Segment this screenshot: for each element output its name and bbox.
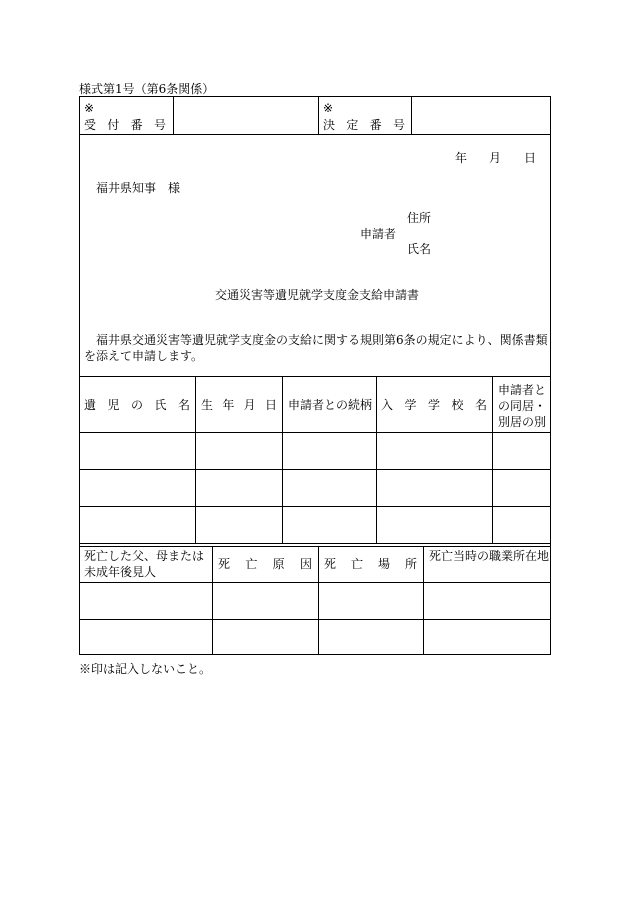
occupation-location-cell[interactable]: [425, 585, 549, 617]
birth-date-cell[interactable]: [197, 472, 281, 504]
applicant-label: 申請者: [360, 227, 397, 241]
child-row-2: [79, 470, 551, 506]
child-row-1: [79, 433, 551, 469]
divider: [79, 546, 551, 547]
decision-number-label: 決 定 番 号: [323, 118, 405, 132]
divider: [318, 96, 319, 134]
receipt-mark: ※: [84, 101, 95, 115]
divider: [79, 134, 551, 135]
date-year-label: 年: [455, 151, 468, 165]
deceased-row-1: [79, 583, 551, 619]
header-cohabitation: 申請者との同居・別居の別: [498, 383, 547, 429]
deceased-person-cell[interactable]: [81, 585, 210, 617]
form-number: 様式第1号（第6条関係）: [79, 82, 215, 96]
deceased-person-cell[interactable]: [81, 622, 210, 652]
cause-of-death-cell[interactable]: [214, 622, 316, 652]
birth-date-cell[interactable]: [197, 435, 281, 467]
child-name-cell[interactable]: [81, 472, 193, 504]
name-label: 氏名: [407, 242, 432, 256]
body-text: 福井県交通災害等遺児就学支度金の支給に関する規則第6条の規定により、関係書類を添えて申請します。: [84, 333, 548, 363]
relationship-cell[interactable]: [284, 435, 375, 467]
header-deceased-person: 死亡した父、母または未成年後見人: [84, 549, 205, 579]
child-name-cell[interactable]: [81, 509, 193, 541]
header-birth-date: 生 年 月 日: [201, 398, 277, 412]
addressee: 福井県知事 様: [96, 181, 181, 195]
receipt-number-label: 受 付 番 号: [84, 118, 166, 132]
place-of-death-cell[interactable]: [320, 622, 421, 652]
place-of-death-cell[interactable]: [320, 585, 421, 617]
document-title: 交通災害等遺児就学支度金支給申請書: [215, 288, 420, 302]
address-label: 住所: [407, 211, 432, 225]
school-name-cell[interactable]: [378, 472, 491, 504]
header-place-of-death: 死 亡 場 所: [324, 557, 417, 571]
cohabitation-cell[interactable]: [494, 435, 549, 467]
school-name-cell[interactable]: [378, 435, 491, 467]
header-school-name: 入 学 学 校 名: [381, 398, 487, 412]
receipt-number-field[interactable]: [174, 97, 317, 133]
deceased-row-2: [79, 620, 551, 654]
header-cause-of-death: 死 亡 原 因: [218, 557, 312, 571]
divider: [79, 543, 551, 544]
date-day-label: 日: [524, 151, 537, 165]
child-row-3: [79, 507, 551, 543]
child-name-cell[interactable]: [81, 435, 193, 467]
decision-number-field[interactable]: [412, 97, 550, 133]
school-name-cell[interactable]: [378, 509, 491, 541]
date-month-label: 月: [489, 151, 502, 165]
header-occupation-location: 死亡当時の職業所在地: [429, 549, 550, 563]
footnote: ※印は記入しないこと。: [79, 662, 212, 676]
decision-mark: ※: [323, 101, 334, 115]
birth-date-cell[interactable]: [197, 509, 281, 541]
relationship-cell[interactable]: [284, 472, 375, 504]
cause-of-death-cell[interactable]: [214, 585, 316, 617]
header-child-name: 遺 児 の 氏 名: [84, 398, 190, 412]
divider: [79, 376, 551, 377]
cohabitation-cell[interactable]: [494, 472, 549, 504]
occupation-location-cell[interactable]: [425, 622, 549, 652]
relationship-cell[interactable]: [284, 509, 375, 541]
header-relationship: 申請者との続柄: [288, 398, 373, 412]
cohabitation-cell[interactable]: [494, 509, 549, 541]
